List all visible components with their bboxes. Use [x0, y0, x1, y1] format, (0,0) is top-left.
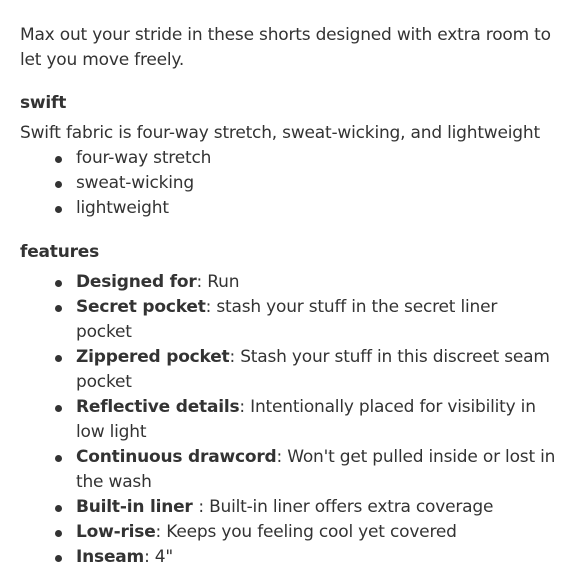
features-heading: features [20, 242, 100, 262]
feature-text: : Stash your stuff in this discreet seam pocket [76, 347, 550, 392]
list-item [20, 295, 560, 345]
list-item [20, 545, 560, 570]
feature-label: Designed for [76, 272, 197, 292]
swift-item-text: sweat-wicking [76, 173, 194, 193]
feature-text: : 4" [144, 547, 174, 567]
bullet-icon [55, 355, 62, 362]
list-item [20, 495, 560, 520]
list-item [20, 345, 560, 395]
swift-item-text: lightweight [76, 198, 169, 218]
bullet-icon [55, 505, 62, 512]
list-item [20, 146, 560, 171]
list-item [20, 395, 560, 445]
list-item [20, 445, 560, 495]
feature-text: : Built-in liner offers extra coverage [198, 497, 494, 517]
bullet-icon [55, 156, 62, 163]
feature-label: Reflective details [76, 397, 240, 417]
feature-label: Low-rise [76, 522, 156, 542]
feature-label: Zippered pocket [76, 347, 230, 367]
list-item [20, 520, 560, 545]
list-item [20, 270, 560, 295]
features-list [20, 270, 560, 570]
bullet-icon [55, 305, 62, 312]
list-item [20, 171, 560, 196]
bullet-icon [55, 555, 62, 562]
intro-text: Max out your stride in these shorts designed with extra room to let you move freely. [20, 25, 551, 70]
bullet-icon [55, 280, 62, 287]
feature-text: : stash your stuff in the secret liner pocket [76, 297, 498, 342]
bullet-icon [55, 405, 62, 412]
feature-text: : Intentionally placed for visibility in low light [76, 397, 536, 442]
bullet-icon [55, 530, 62, 537]
swift-description: Swift fabric is four-way stretch, sweat-wicking, and lightweight [20, 123, 540, 143]
swift-item-text: four-way stretch [76, 148, 212, 168]
feature-text: : Run [196, 272, 240, 292]
swift-list [20, 146, 560, 221]
feature-text: : Won't get pulled inside or lost in the wash [76, 447, 556, 492]
list-item [20, 196, 560, 221]
bullet-icon [55, 206, 62, 213]
bullet-icon [55, 181, 62, 188]
feature-label: Built-in liner [76, 497, 199, 517]
feature-text: : Keeps you feeling cool yet covered [155, 522, 457, 542]
swift-heading: swift [20, 93, 67, 113]
bullet-icon [55, 455, 62, 462]
feature-label: Inseam [76, 547, 145, 567]
feature-label: Secret pocket [76, 297, 206, 317]
feature-label: Continuous drawcord [76, 447, 277, 467]
